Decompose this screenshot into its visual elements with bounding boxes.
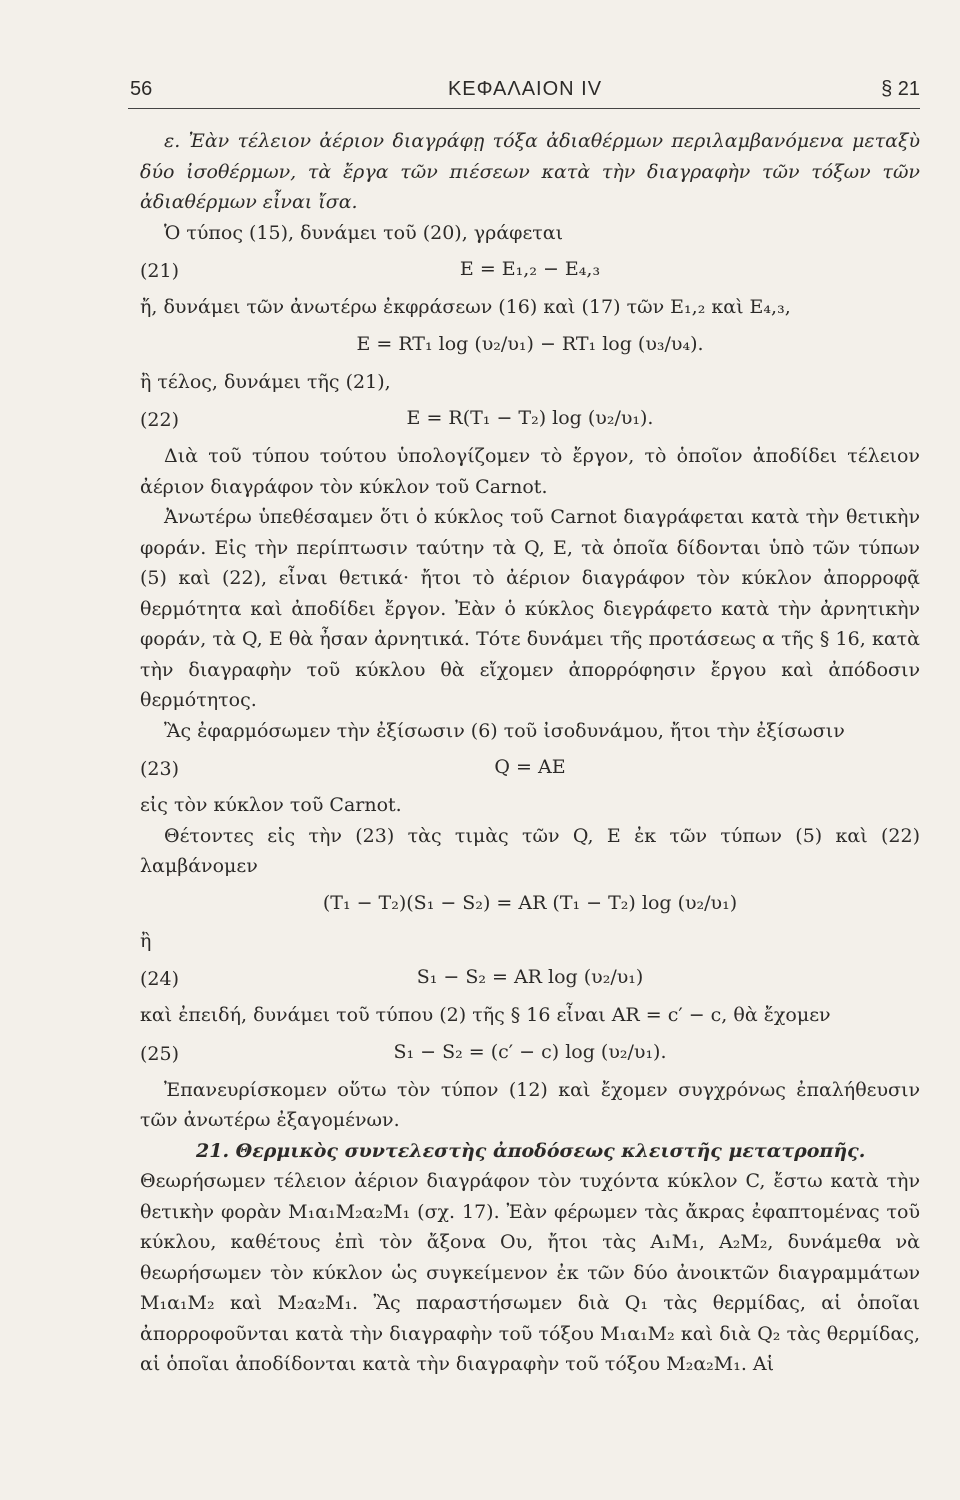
equation-number: (22)	[140, 409, 180, 431]
equation-number: (25)	[140, 1042, 180, 1065]
equation	[140, 956, 920, 1000]
paragraph: Θεωρήσωμεν τέλειον ἀέριον διαγράφον τὸν τυχόντα κύκλον C, ἔστω κατὰ τὴν θετικὴν φορὰν M₁α₁M₂α₂M₁ (σχ. 17). Ἐὰν φέρωμεν τὰς ἄκρας ἐφαπτομένας τοῦ κύκλου, καθέτους ἐπὶ τὸν ἄξονα Oυ, ἤτοι τὰς A₁M₁, A₂M₂, δυνάμεθα νὰ θεωρήσωμεν τὸν κύκλον ὡς συγκείμενον ἐκ τῶν δύο ἀνοικτῶν διαγραμμάτων M₁α₁M₂ καὶ M₂α₂M₁. Ἂς παραστήσωμεν διὰ Q₁ τὰς θερμίδας, αἱ ὁποῖαι ἀπορροφοῦνται κατὰ τὴν διαγραφὴν τοῦ τόξου M₁α₁M₂ καὶ διὰ Q₂ τὰς θερμίδας, αἱ ὁποῖαι ἀποδίδονται κατὰ τὴν διαγραφὴν τοῦ τόξου M₂α₂M₁. Αἱ	[140, 1170, 920, 1375]
chapter-title: ΚΕΦΑΛΑΙΟΝ IV	[447, 78, 603, 100]
formula: Q = AE	[494, 756, 566, 778]
formula: E = E₁,₂ − E₄,₃	[459, 258, 601, 280]
paragraph: Ἂς ἐφαρμόσωμεν τὴν ἐξίσωσιν (6) τοῦ ἰσοδυνάμου, ἤτοι τὴν ἐξίσωσιν	[164, 719, 845, 742]
section-heading: 21. Θερμικὸς συντελεστὴς ἀποδόσεως κλειστῆς μετατροπῆς.	[196, 1139, 866, 1162]
page-number: 56	[130, 78, 153, 100]
paragraph: εἰς τὸν κύκλον τοῦ Carnot.	[140, 794, 402, 816]
formula: (T₁ − T₂)(S₁ − S₂) = AR (T₁ − T₂) log (υ₂/υ₁)	[322, 891, 738, 914]
equation-number: (21)	[140, 260, 180, 282]
equation	[140, 323, 920, 367]
equation	[140, 248, 920, 292]
paragraph: Ὁ τύπος (15), δυνάμει τοῦ (20), γράφεται	[164, 221, 564, 244]
equation-number: (24)	[140, 968, 180, 990]
header-rule	[128, 108, 920, 109]
formula: S₁ − S₂ = AR log (υ₂/υ₁)	[416, 966, 644, 988]
section-number: § 21	[881, 78, 920, 100]
formula: E = RT₁ log (υ₂/υ₁) − RT₁ log (υ₃/υ₄).	[356, 332, 704, 355]
paragraph: ε. Ἐὰν τέλειον ἀέριον διαγράφῃ τόξα ἀδιαθέρμων περιλαμβανόμενα μεταξὺ δύο ἰσοθέρμων, τὰ ἔργα τῶν πιέσεων κατὰ τὴν διαγραφὴν τῶν τόξων τῶν ἀδιαθέρμων εἶναι ἴσα.	[140, 130, 920, 213]
equation	[140, 397, 920, 441]
paragraph: Διὰ τοῦ τύπου τούτου ὑπολογίζομεν τὸ ἔργον, τὸ ὁποῖον ἀποδίδει τέλειον ἀέριον διαγράφον τὸν κύκλον τοῦ Carnot.	[140, 445, 920, 498]
formula: S₁ − S₂ = (c′ − c) log (υ₂/υ₁).	[393, 1040, 667, 1063]
equation	[140, 746, 920, 790]
equation	[140, 1031, 920, 1075]
body-text	[140, 126, 920, 1380]
paragraph: Ἐπανευρίσκομεν οὕτω τὸν τύπον (12) καὶ ἔχομεν συγχρόνως ἐπαλήθευσιν τῶν ἀνωτέρω ἐξαγομένων.	[140, 1078, 920, 1131]
page-header	[130, 78, 920, 118]
equation	[140, 882, 920, 926]
paragraph: Θέτοντες εἰς τὴν (23) τὰς τιμὰς τῶν Q, E ἐκ τῶν τύπων (5) καὶ (22) λαμβάνομεν	[140, 824, 920, 877]
paragraph: ἢ	[140, 929, 152, 952]
paragraph: Ἀνωτέρω ὑπεθέσαμεν ὅτι ὁ κύκλος τοῦ Carnot διαγράφεται κατὰ τὴν θετικὴν φοράν. Εἰς τὴν περίπτωσιν ταύτην τὰ Q, E, τὰ ὁποῖα δίδονται ὑπὸ τῶν τύπων (5) καὶ (22), εἶναι θετικά· ἤτοι τὸ ἀέριον διαγράφον τὸν κύκλον ἀπορροφᾷ θερμότητα καὶ ἀποδίδει ἔργον. Ἐὰν ὁ κύκλος διεγράφετο κατὰ τὴν ἀρνητικὴν φοράν, τὰ Q, E θὰ ἦσαν ἀρνητικά. Τότε δυνάμει τῆς προτάσεως α τῆς § 16, κατὰ τὴν διαγραφὴν τοῦ κύκλου θὰ εἴχομεν ἀπορρόφησιν ἔργου καὶ ἀπόδοσιν θερμότητος.	[140, 506, 920, 711]
paragraph: ἤ, δυνάμει τῶν ἀνωτέρω ἐκφράσεων (16) καὶ (17) τῶν E₁,₂ καὶ E₄,₃,	[140, 296, 791, 318]
paragraph: ἢ τέλος, δυνάμει τῆς (21),	[140, 370, 391, 393]
paragraph: καὶ ἐπειδή, δυνάμει τοῦ τύπου (2) τῆς § 16 εἶναι AR = c′ − c, θὰ ἔχομεν	[140, 1004, 831, 1026]
formula: E = R(T₁ − T₂) log (υ₂/υ₁).	[406, 407, 654, 429]
equation-number: (23)	[140, 758, 180, 780]
